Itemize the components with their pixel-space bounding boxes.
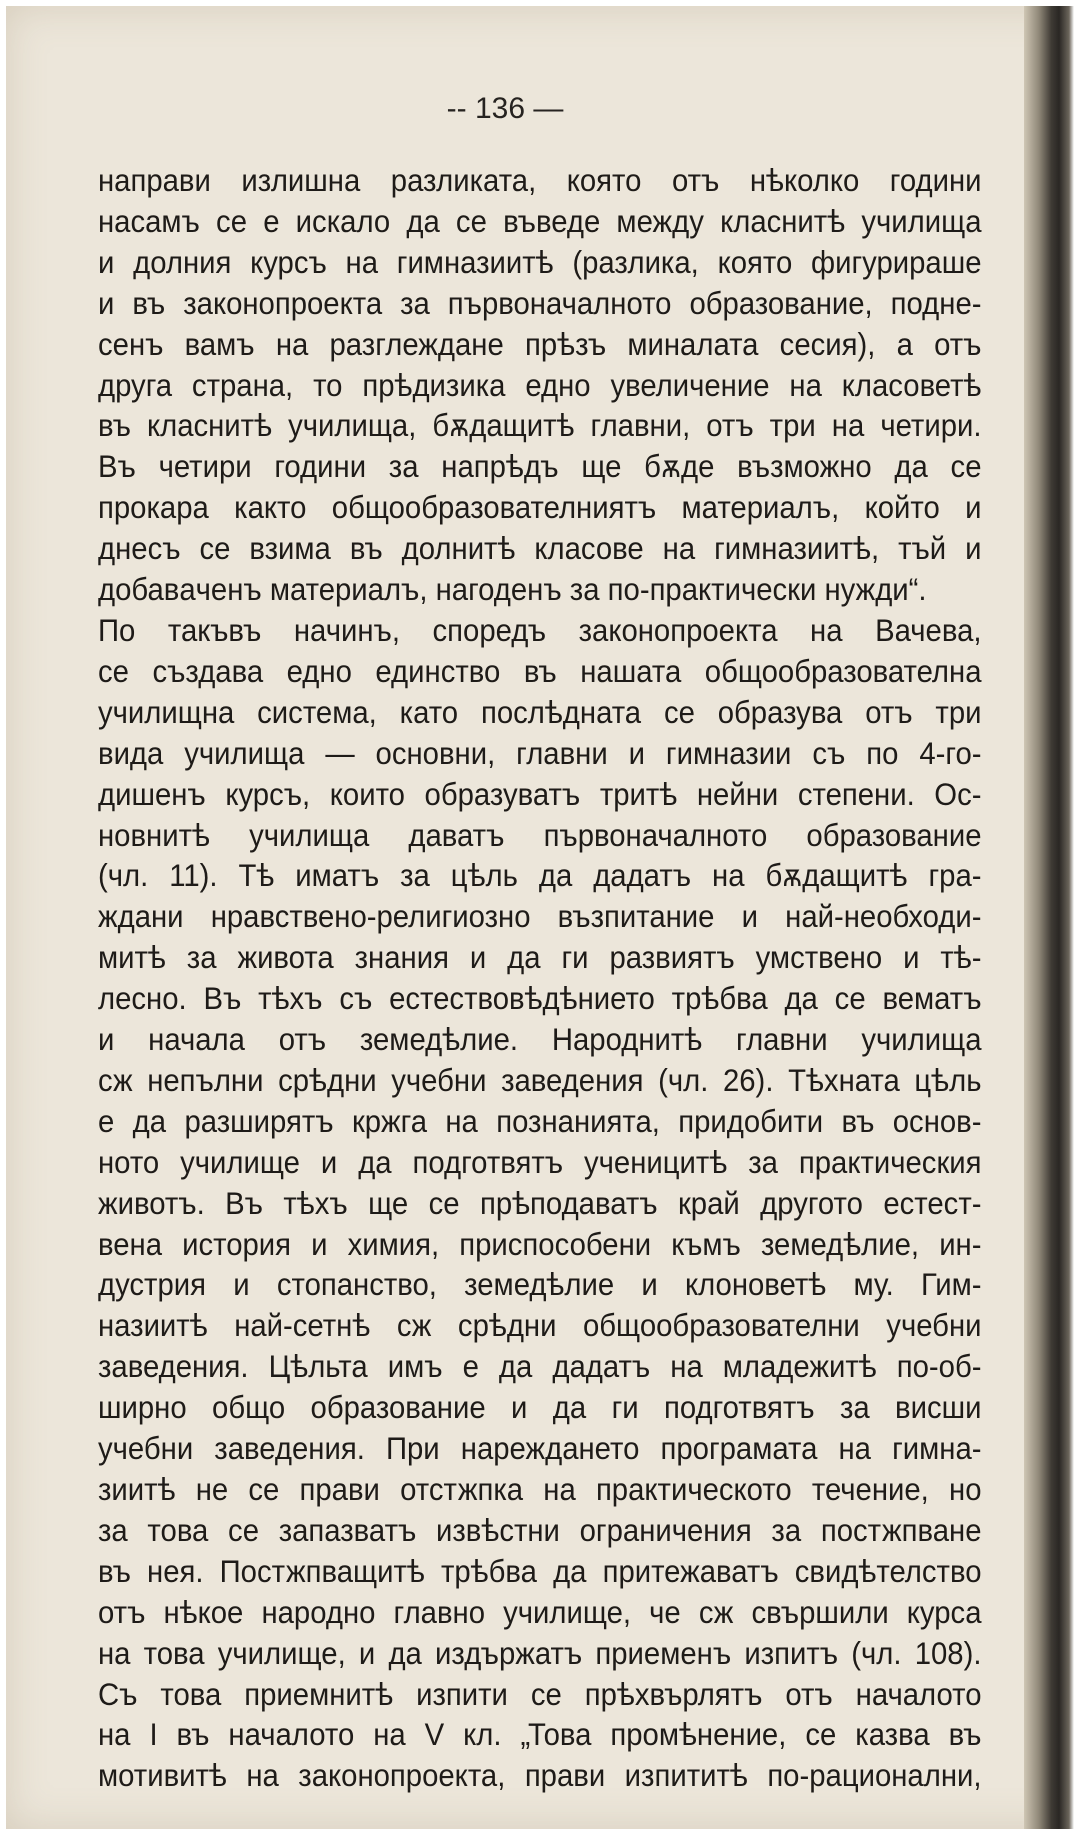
text-line: новнитѣ училища даватъ първоначалното образование [98,816,982,853]
text-line: (чл. 11). Тѣ иматъ за цѣль да дадатъ на бѫдащитѣ гра- [98,857,982,894]
text-line: По такъвъ начинъ, споредъ законопроекта на Вачева, [98,611,982,648]
text-line: ширно общо образование и да ги подготвятъ за висши [98,1389,982,1426]
text-line: назиитѣ най-сетнѣ сж срѣдни общообразователни учебни [98,1307,982,1344]
text-line: животъ. Въ тѣхъ ще се прѣподаватъ край другото естест- [98,1184,982,1221]
text-line: училищна система, като послѣдната се образува отъ три [98,693,982,730]
text-line: се създава едно единство въ нашата общообразователна [98,652,982,689]
text-line: на I въ началото на V кл. „Това промѣнение, се казва въ [98,1716,982,1753]
text-line: вена история и химия, приспособени къмъ земедѣлие, ин- [98,1225,982,1262]
text-line: ждани нравствено-религиозно възпитание и най-необходи- [98,898,982,935]
text-line: въ класнитѣ училища, бѫдащитѣ главни, отъ три на четири. [98,407,982,444]
text-line: дишенъ курсъ, които образуватъ тритѣ нейни степени. Ос- [98,775,982,812]
text-line: сенъ вамъ на разглеждане прѣзъ миналата сесия), а отъ [98,325,982,362]
page-number: -- 136 — [446,92,564,125]
text-line: мотивитѣ на законопроекта, прави изпититѣ по-рационални, [98,1757,982,1794]
text-line: и начала отъ земедѣлие. Народнитѣ главни училища [98,1021,982,1058]
text-line: Въ четири години за напрѣдъ ще бѫде възможно да се [98,448,982,485]
text-line: за това се запазватъ извѣстни ограничения за постжпване [98,1511,982,1548]
text-line: Съ това приемнитѣ изпити се прѣхвърлятъ отъ началото [98,1675,982,1712]
text-line: дустрия и стопанство, земедѣлие и клоноветѣ му. Гим- [98,1266,982,1303]
text-line: зиитѣ не се прави отстжпка на практическото течение, но [98,1471,982,1507]
text-line: направи излишна разликата, която отъ нѣколко години [98,162,982,198]
text-line: и долния курсъ на гимназиитѣ (разлика, която фигурираше [98,243,982,280]
text-line: друга страна, то прѣдизика едно увеличение на класоветѣ [98,366,982,403]
text-line: лесно. Въ тѣхъ съ естествовѣдѣнието трѣбва да се вематъ [98,980,982,1017]
text-line: митѣ за живота знания и да ги развиятъ умствено и тѣ- [98,939,982,976]
text-line: добавaченъ материалъ, нагоденъ за по-практически нужди“. [98,571,927,608]
text-line: заведения. Цѣльта имъ е да дадатъ на младежитѣ по-об- [98,1348,982,1385]
text-line: е да разширятъ кржга на познанията, придобити въ основ- [98,1102,982,1139]
text-line: отъ нѣкое народно главно училище, че сж свършили курса [98,1593,982,1630]
text-line: прокара както общообразователниятъ материалъ, който и [98,489,982,526]
text-line: вида училища — основни, главни и гимназии съ по 4-го- [98,734,982,771]
text-line: на това училище, и да издържатъ приеменъ изпитъ (чл. 108). [98,1634,982,1671]
book-binding-edge [1024,6,1074,1829]
body-text [98,160,982,1796]
text-line: сж непълни срѣдни учебни заведения (чл. 26). Тѣхната цѣль [98,1061,982,1098]
text-line: ното училище и да подготвятъ ученицитѣ за практическия [98,1143,982,1180]
text-line: въ нея. Постжпващитѣ трѣбва да притежаватъ свидѣтелство [98,1552,982,1589]
text-line: и въ законопроекта за първоначалното образование, подне- [98,284,982,321]
text-line: учебни заведения. При нареждането програмата на гимна- [98,1430,982,1467]
text-line: днесъ се взима въ долнитѣ класове на гимназиитѣ, тъй и [98,530,982,567]
text-line: насамъ се е искало да се въведе между класнитѣ училища [98,202,982,239]
